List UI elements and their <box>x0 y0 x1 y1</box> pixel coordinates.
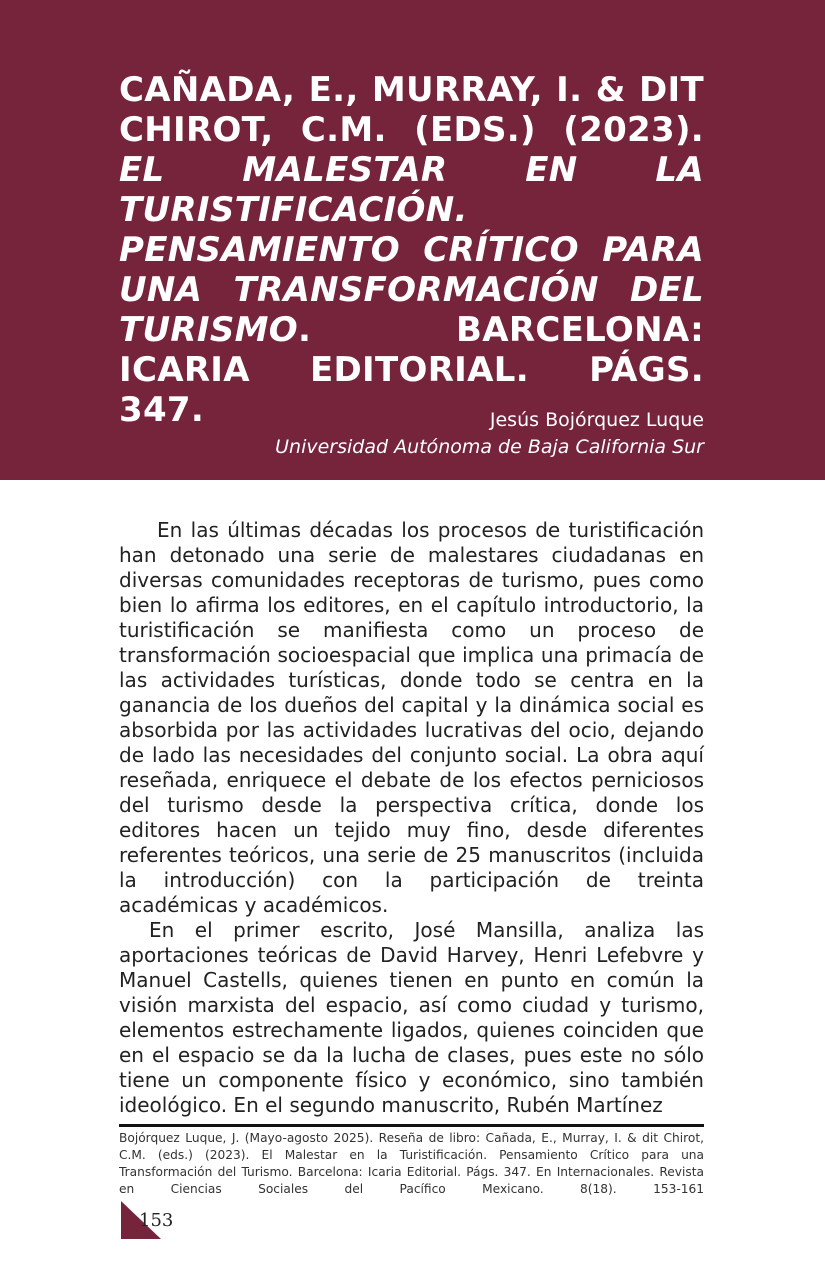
author-affiliation: Universidad Autónoma de Baja California Sur <box>275 436 704 458</box>
citation-divider <box>119 1124 704 1127</box>
review-body <box>119 518 704 1118</box>
title-publisher: . BARCELONA: ICARIA EDITORIAL. PÁGS. 347. <box>119 310 704 430</box>
title-authors: CAÑADA, E., MURRAY, I. & DIT CHIROT, C.M. (EDS.) (2023). <box>119 70 704 150</box>
body-paragraph: En las últimas décadas los procesos de turistificación han detonado una serie de malestares ciudadanas en diversas comunidades receptoras de turismo, pues como bien lo afirma los editores, en el capítulo introductorio, la turistificación se manifiesta como un proceso de transformación socioespacial que implica una primacía de las actividades turísticas, donde todo se centra en la ganancia de los dueños del capital y la dinámica social es absorbida por las actividades lucrativas del ocio, dejando de lado las necesidades del conjunto social. La obra aquí reseñada, enriquece el debate de los efectos perniciosos del turismo desde la perspectiva crítica, donde los editores hacen un tejido muy fino, desde diferentes referentes teóricos, una serie de 25 manuscritos (incluida la introducción) con la participación de treinta académicas y académicos. <box>119 518 704 917</box>
review-title <box>119 70 704 430</box>
page-number: 153 <box>139 1210 174 1231</box>
title-banner <box>0 0 825 480</box>
body-paragraph: En el primer escrito, José Mansilla, analiza las aportaciones teóricas de David Harvey, Henri Lefebvre y Manuel Castells, quienes tienen en punto en común la visión marxista del espacio, así como ciudad y turismo, elementos estrechamente ligados, quienes coinciden que en el espacio se da la lucha de clases, pues este no sólo tiene un componente físico y económico, sino también ideológico. En el segundo manuscrito, Rubén Martínez <box>119 918 704 1117</box>
author-name: Jesús Bojórquez Luque <box>489 409 704 431</box>
title-book-name: EL MALESTAR EN LA TURISTIFICACIÓN. PENSAMIENTO CRÍTICO PARA UNA TRANSFORMACIÓN DEL TURISMO <box>119 150 704 350</box>
citation-footer: Bojórquez Luque, J. (Mayo-agosto 2025). Reseña de libro: Cañada, E., Murray, I. & dit Chirot, C.M. (eds.) (2023). El Malestar en la Turistificación. Pensamiento Crítico para una Transformación del Turismo. Barcelona: Icaria Editorial. Págs. 347. En Internacionales. Revista en Ciencias Sociales del Pacífico Mexicano. 8(18). 153-161 <box>119 1131 704 1196</box>
author-block <box>275 407 704 461</box>
